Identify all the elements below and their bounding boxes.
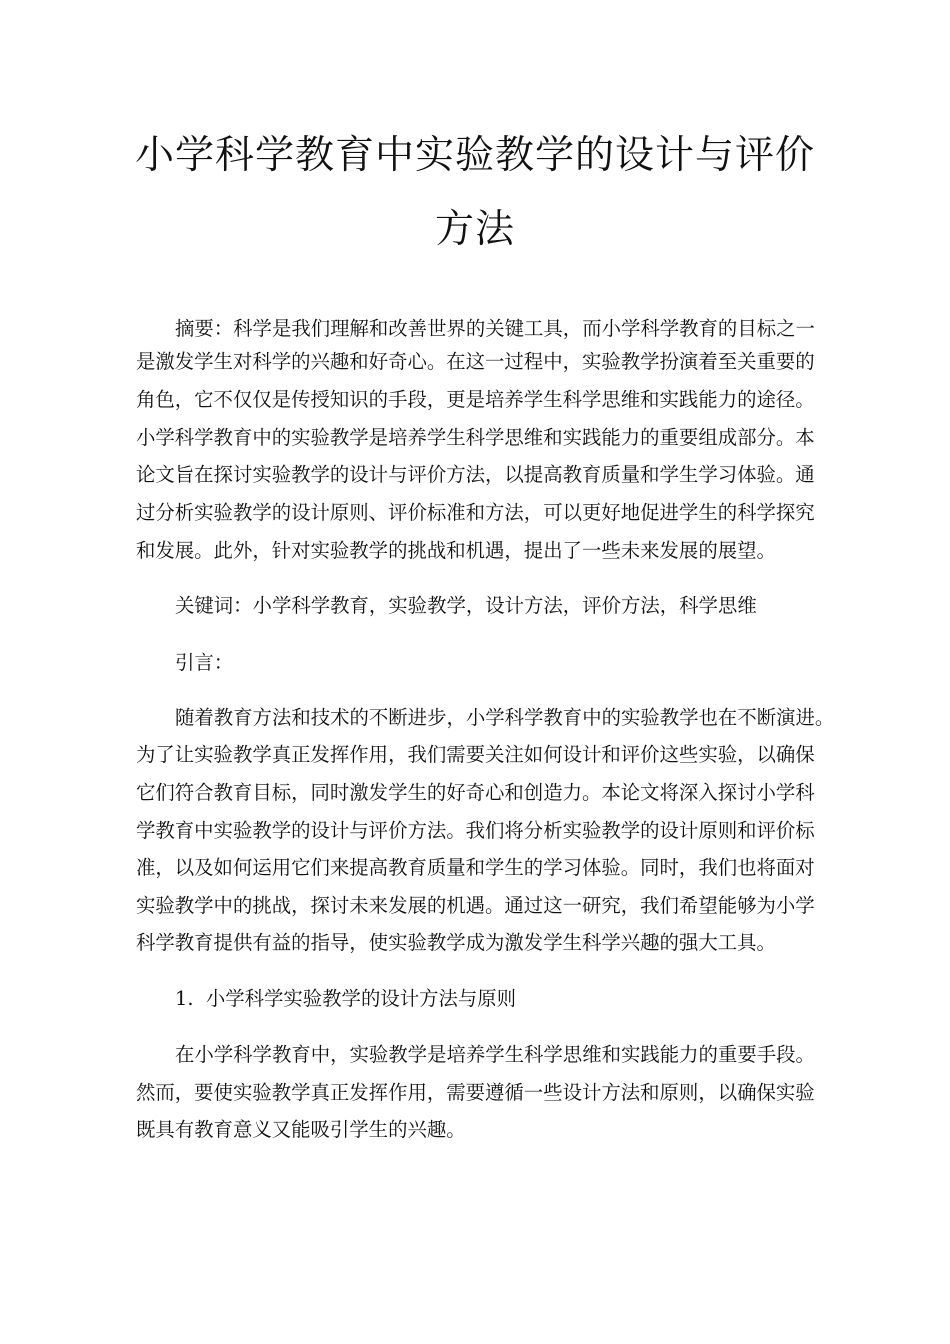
intro-line: 科学教育提供有益的指导，使实验教学成为激发学生科学兴趣的强大工具。	[136, 931, 776, 954]
section-1-line: 然而，要使实验教学真正发挥作用，需要遵循一些设计方法和原则，以确保实验	[136, 1081, 815, 1104]
abstract-line: 小学科学教育中的实验教学是培养学生科学思维和实践能力的重要组成部分。本	[136, 426, 815, 449]
intro-line: 为了让实验教学真正发挥作用，我们需要关注如何设计和评价这些实验，以确保	[136, 743, 815, 766]
abstract-line: 是激发学生对科学的兴趣和好奇心。在这一过程中，实验教学扮演着至关重要的	[136, 350, 815, 373]
section-1-heading: 1. 小学科学实验教学的设计方法与原则	[175, 987, 517, 1010]
intro-heading: 引言：	[175, 651, 234, 674]
intro-line: 实验教学中的挑战，探讨未来发展的机遇。通过这一研究，我们希望能够为小学	[136, 894, 815, 917]
abstract-line: 过分析实验教学的设计原则、评价标准和方法，可以更好地促进学生的科学探究	[136, 501, 815, 524]
paper-title-line-2: 方法	[434, 207, 515, 252]
abstract-line: 论文旨在探讨实验教学的设计与评价方法，以提高教育质量和学生学习体验。通	[136, 463, 815, 486]
section-1-line: 在小学科学教育中，实验教学是培养学生科学思维和实践能力的重要手段。	[175, 1043, 815, 1066]
section-1-line: 既具有教育意义又能吸引学生的兴趣。	[136, 1118, 466, 1141]
keywords: 关键词：小学科学教育，实验教学，设计方法，评价方法，科学思维	[175, 594, 757, 617]
abstract-line: 和发展。此外，针对实验教学的挑战和机遇，提出了一些未来发展的展望。	[136, 539, 776, 562]
intro-line: 它们符合教育目标，同时激发学生的好奇心和创造力。本论文将深入探讨小学科	[136, 781, 815, 804]
abstract-line: 摘要：科学是我们理解和改善世界的关键工具，而小学科学教育的目标之一	[175, 317, 815, 340]
intro-line: 随着教育方法和技术的不断进步，小学科学教育中的实验教学也在不断演进。	[175, 706, 835, 729]
paper-title-line-1: 小学科学教育中实验教学的设计与评价	[134, 133, 815, 178]
intro-line: 准，以及如何运用它们来提高教育质量和学生的学习体验。同时，我们也将面对	[136, 856, 815, 879]
intro-line: 学教育中实验教学的设计与评价方法。我们将分析实验教学的设计原则和评价标	[136, 819, 815, 842]
abstract-line: 角色，它不仅仅是传授知识的手段，更是培养学生科学思维和实践能力的途径。	[136, 388, 815, 411]
